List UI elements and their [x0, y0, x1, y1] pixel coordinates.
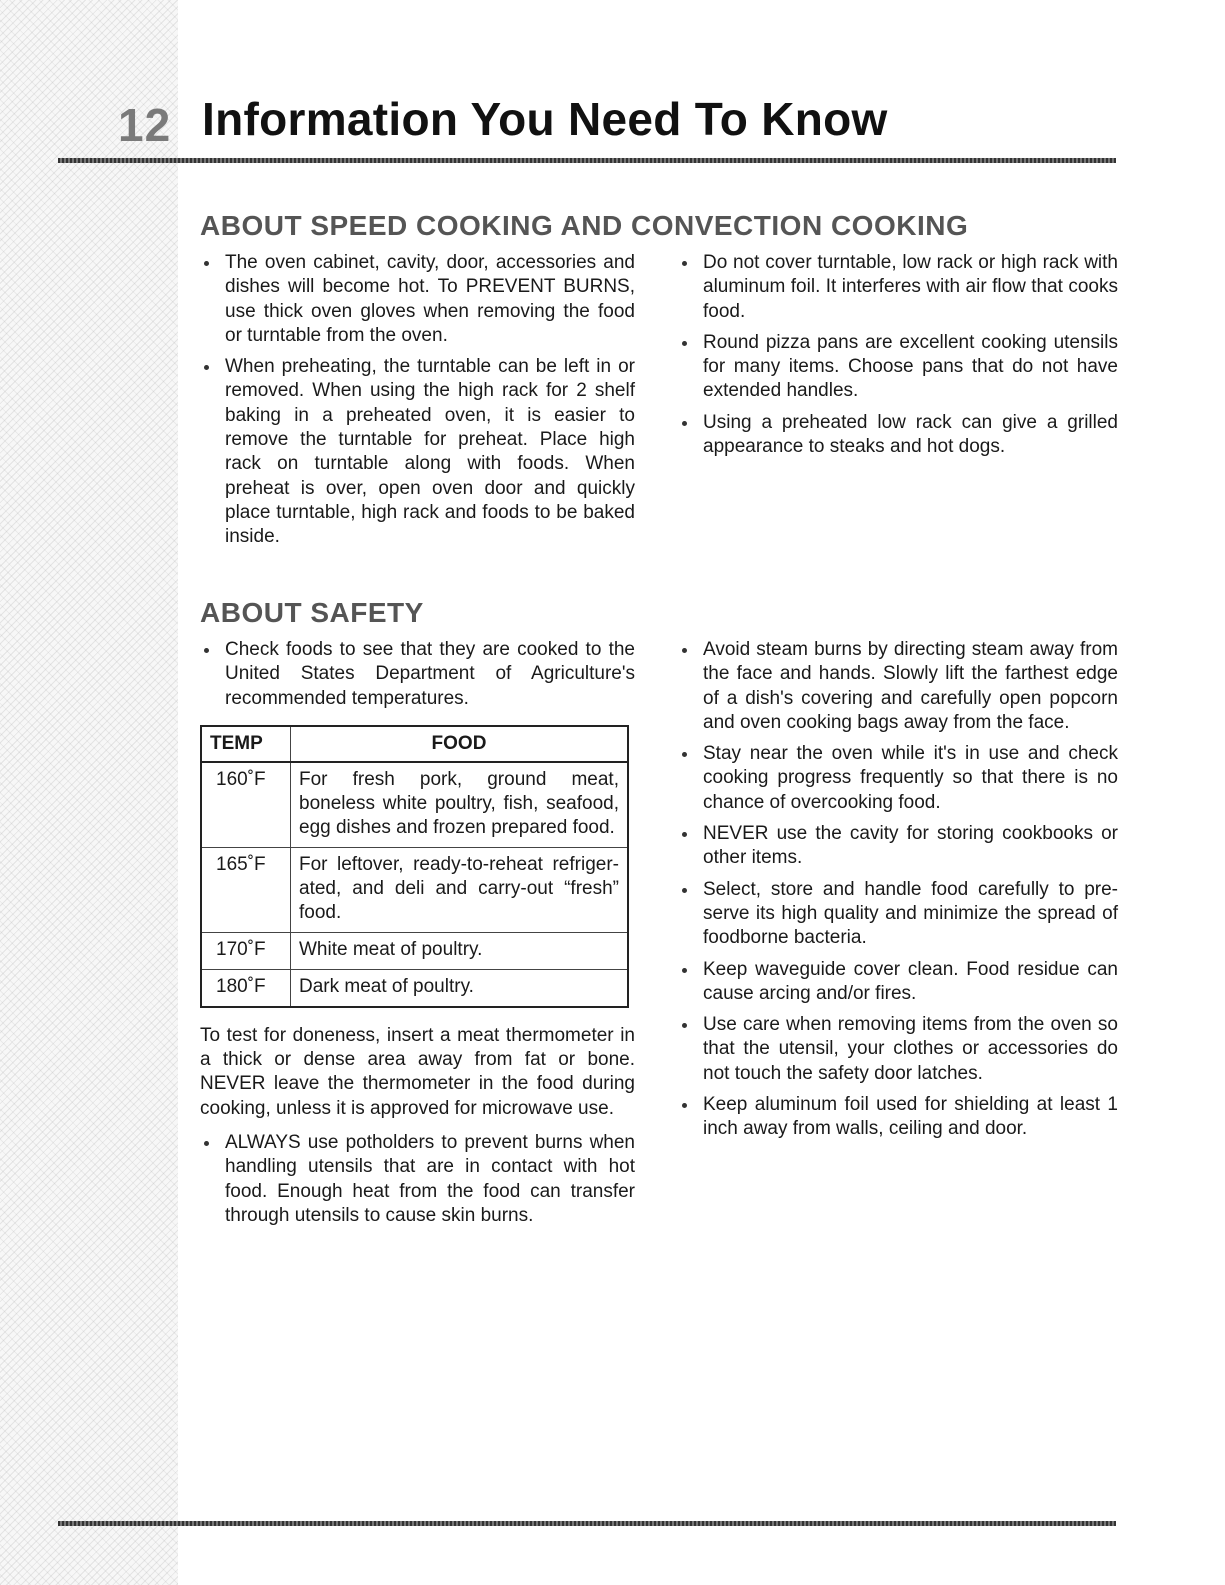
- speed-left-list: [200, 251, 635, 550]
- page-header: [118, 92, 1118, 162]
- table-cell-food: Dark meat of poultry.: [291, 969, 629, 1007]
- table-cell-temp: 160˚F: [201, 762, 291, 848]
- safety-left-final-list: [200, 1131, 635, 1228]
- list-item: Using a preheated low rack can give a grilled appearance to steaks and hot dogs.: [678, 411, 1118, 460]
- speed-left-column: [200, 251, 635, 557]
- footer-rule: [58, 1521, 1116, 1526]
- list-item: Do not cover turntable, low rack or high rack with aluminum foil. It interferes with air flow that cooks food.: [678, 251, 1118, 324]
- list-item: NEVER use the cavity for storing cookbooks or other items.: [678, 822, 1118, 871]
- safety-intro-list: [200, 638, 635, 711]
- header-rule: [58, 158, 1116, 163]
- table-row: [201, 762, 628, 848]
- table-row: [201, 847, 628, 932]
- safety-left-column: [200, 638, 635, 1235]
- safety-right-column: [678, 638, 1118, 1149]
- list-item: ALWAYS use potholders to prevent burns when handling utensils that are in contact with hot food. Enough heat from the food can transfer through utensils to cause skin burns.: [200, 1131, 635, 1228]
- table-cell-temp: 165˚F: [201, 847, 291, 932]
- list-item: Check foods to see that they are cooked to the United States Department of Agriculture's recommended temperatures.: [200, 638, 635, 711]
- list-item: Round pizza pans are excellent cooking utensils for many items. Choose pans that do not have extended handles.: [678, 331, 1118, 404]
- list-item: The oven cabinet, cavity, door, accessories and dishes will become hot. To PREVENT BURNS, use thick oven gloves when removing the food or turntable from the oven.: [200, 251, 635, 348]
- list-item: Keep aluminum foil used for shielding at least 1 inch away from walls, ceiling and door.: [678, 1093, 1118, 1142]
- table-cell-food: For fresh pork, ground meat, boneless white poultry, fish, seafood, egg dishes and frozen prepared food.: [291, 762, 629, 848]
- list-item: Stay near the oven while it's in use and check cooking progress frequently so that there is no chance of overcooking food.: [678, 742, 1118, 815]
- table-row: [201, 969, 628, 1007]
- list-item: Select, store and handle food carefully to pre-serve its high quality and minimize the spread of foodborne bacteria.: [678, 878, 1118, 951]
- speed-right-column: [678, 251, 1118, 466]
- page-title: Information You Need To Know: [202, 93, 888, 145]
- doneness-paragraph: To test for doneness, insert a meat thermometer in a thick or dense area away from fat or bone. NEVER leave the thermometer in the food during cooking, unless it is approved for microwave use.: [200, 1024, 635, 1119]
- table-row: [201, 932, 628, 969]
- list-item: Keep waveguide cover clean. Food residue can cause arcing and/or fires.: [678, 958, 1118, 1007]
- list-item: Use care when removing items from the oven so that the utensil, your clothes or accessories do not touch the safety door latches.: [678, 1013, 1118, 1086]
- list-item: Avoid steam burns by directing steam away from the face and hands. Slowly lift the farthest edge of a dish's covering and carefully open popcorn and oven cooking bags away from the face.: [678, 638, 1118, 735]
- decorative-side-pattern: [0, 0, 178, 1585]
- page-number: 12: [118, 99, 172, 151]
- temperature-table: [200, 725, 629, 1008]
- table-cell-temp: 180˚F: [201, 969, 291, 1007]
- table-cell-temp: 170˚F: [201, 932, 291, 969]
- table-header-temp: TEMP: [201, 726, 291, 762]
- speed-cooking-heading: ABOUT SPEED COOKING AND CONVECTION COOKING: [200, 210, 969, 241]
- table-cell-food: For leftover, ready-to-reheat refriger-ated, and deli and carry-out “fresh” food.: [291, 847, 629, 932]
- safety-heading: ABOUT SAFETY: [200, 597, 424, 628]
- table-cell-food: White meat of poultry.: [291, 932, 629, 969]
- safety-right-list: [678, 638, 1118, 1142]
- speed-right-list: [678, 251, 1118, 459]
- table-header-row: [201, 726, 628, 762]
- list-item: When preheating, the turntable can be left in or removed. When using the high rack for 2 shelf baking in a preheated oven, it is easier to remove the turntable for preheat. Place high rack on turntable along with foods. When preheat is over, open oven door and quickly place turntable, high rack and foods to be baked inside.: [200, 355, 635, 549]
- table-header-food: FOOD: [291, 726, 629, 762]
